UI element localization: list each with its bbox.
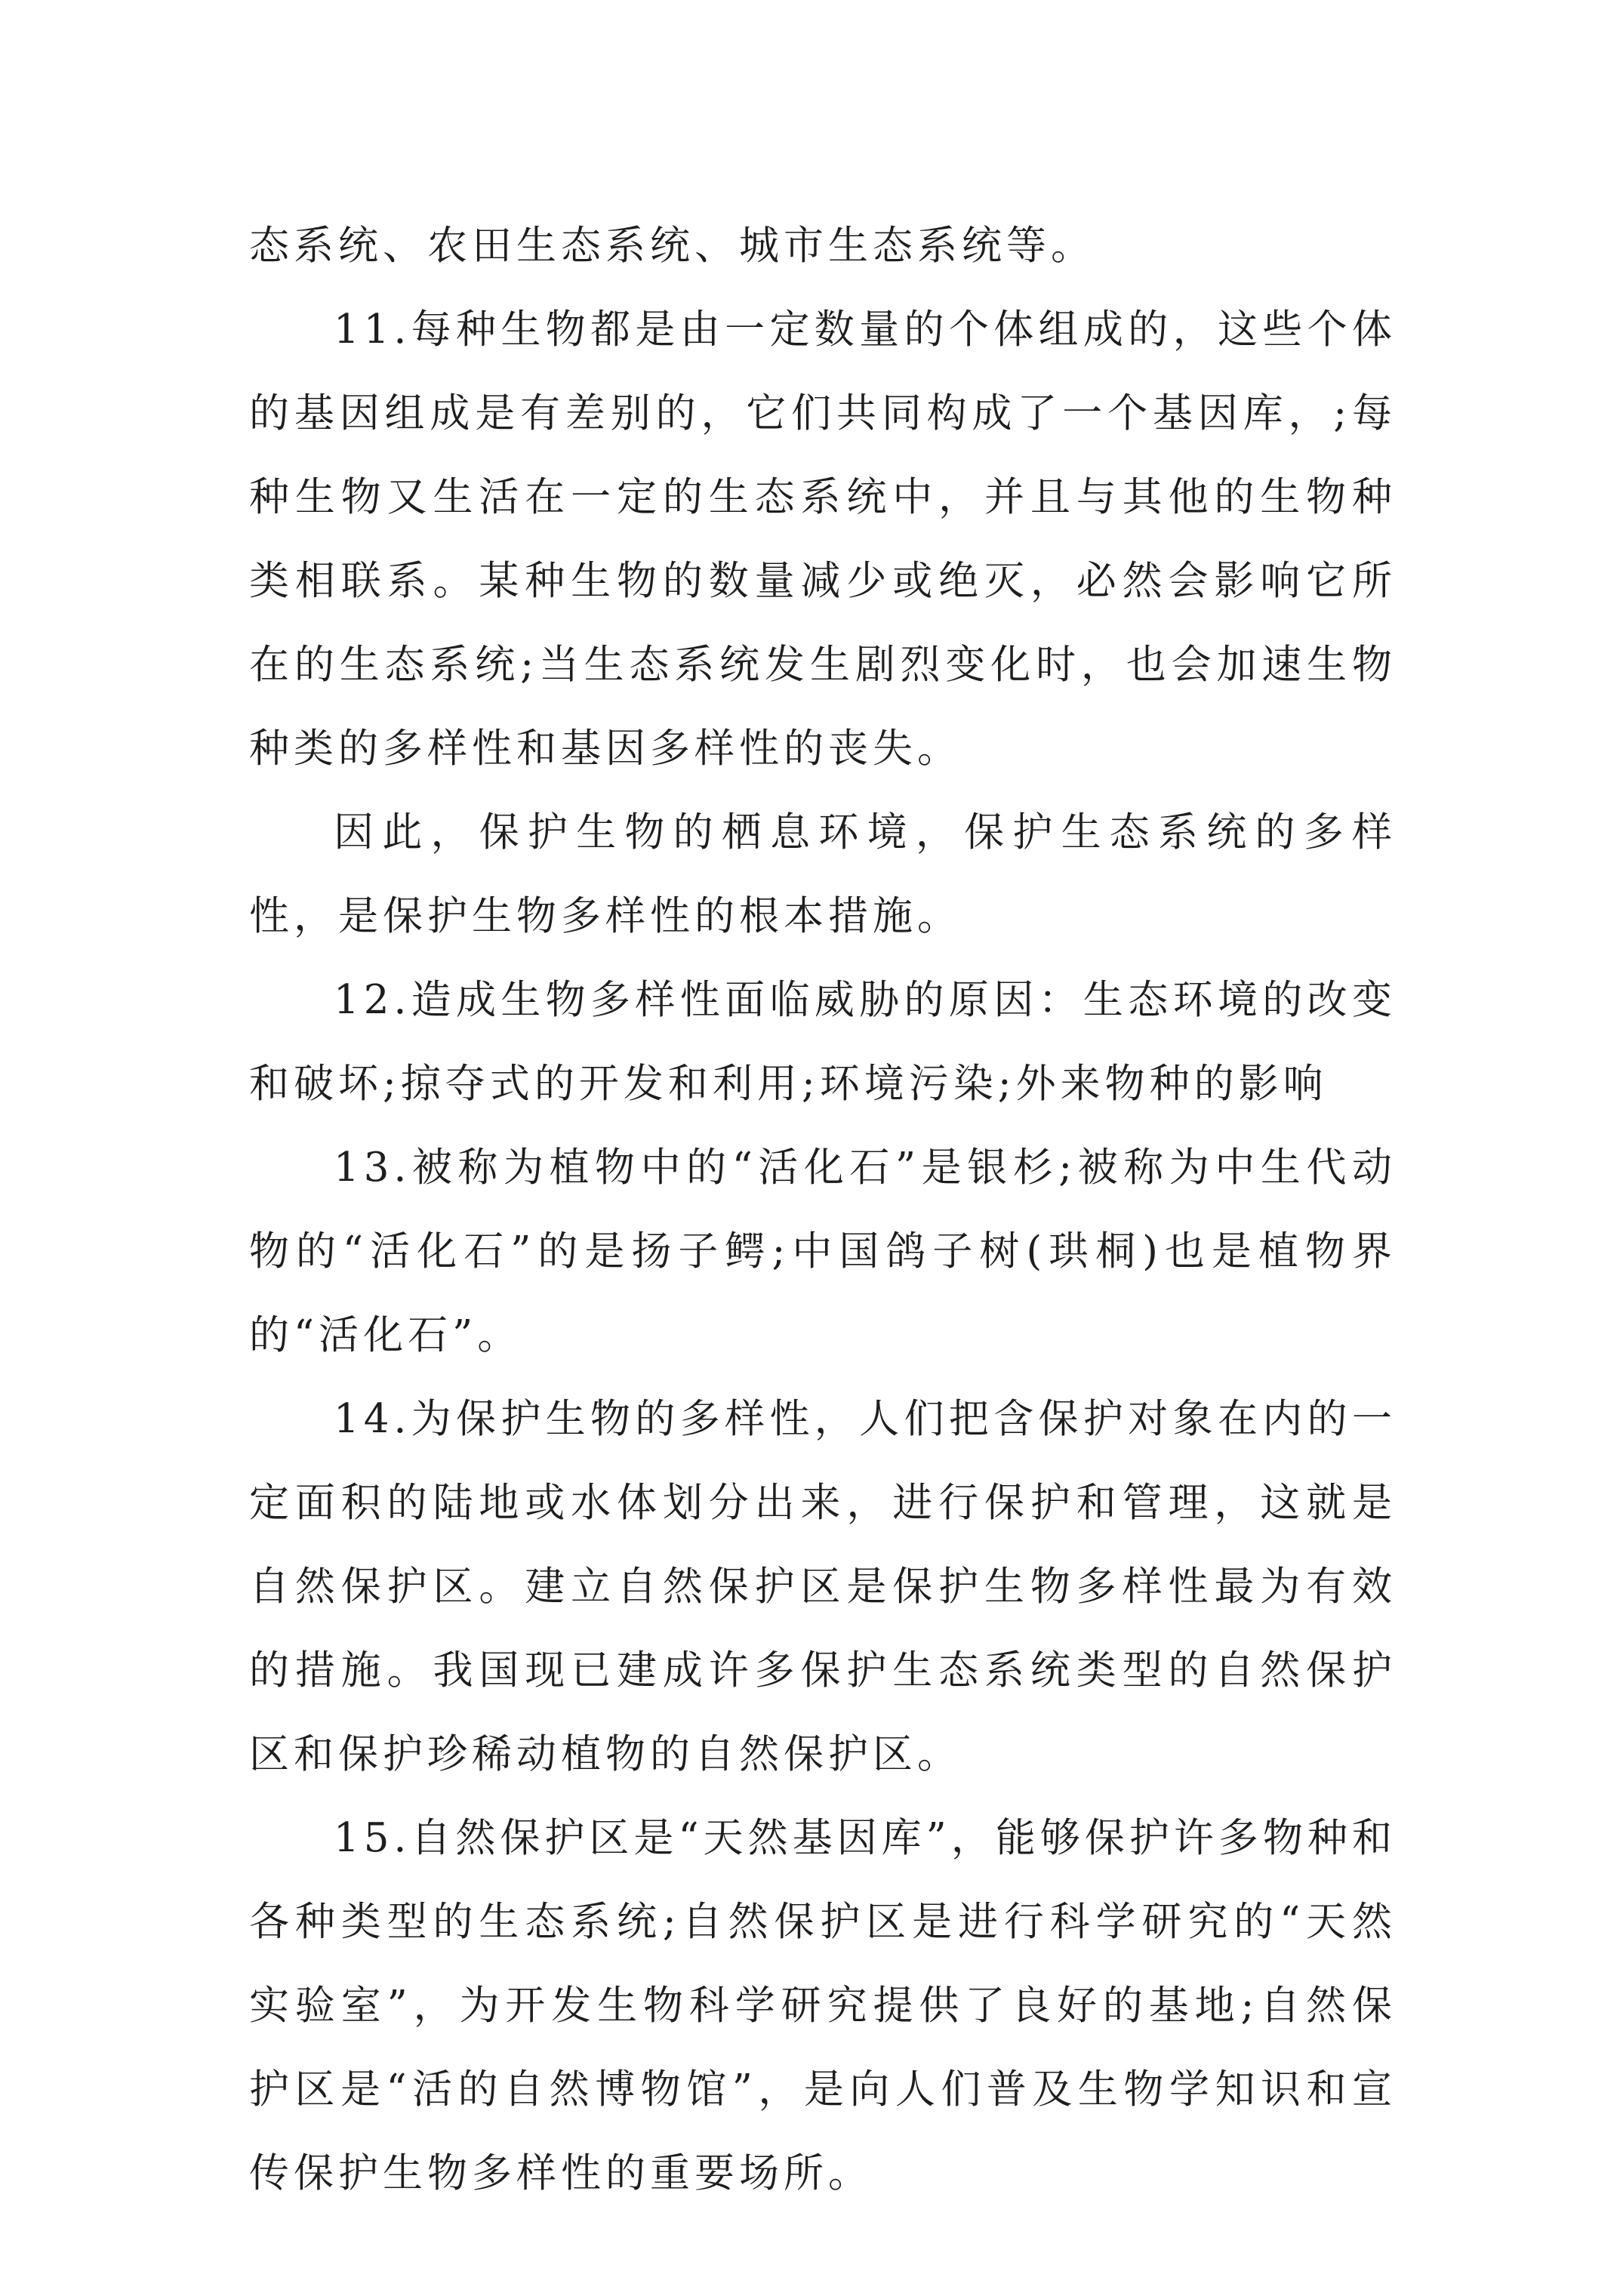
body-text: [249, 204, 1397, 2215]
paragraph-15-reserve-roles: 15.自然保护区是“天然基因库”，能够保护许多物种和各种类型的生态系统;自然保护区是进行科学研究的“天然实验室”，为开发生物科学研究提供了良好的基地;自然保护区是“活的自然博物馆”，是向人们普及生物学知识和宣传保护生物多样性的重要场所。: [249, 1815, 1397, 2196]
paragraph-13-living-fossils: 13.被称为植物中的“活化石”是银杉;被称为中生代动物的“活化石”的是扬子鳄;中国鸽子树(珙桐)也是植物界的“活化石”。: [249, 1145, 1397, 1358]
paragraph-habitat-protection: 因此，保护生物的栖息环境，保护生态系统的多样性，是保护生物多样性的根本措施。: [249, 809, 1397, 939]
paragraph-12-threats: 12.造成生物多样性面临威胁的原因：生态环境的改变和破坏;掠夺式的开发和利用;环境污染;外来物种的影响: [249, 977, 1397, 1107]
paragraph-14-nature-reserves: 14.为保护生物的多样性，人们把含保护对象在内的一定面积的陆地或水体划分出来，进行保护和管理，这就是自然保护区。建立自然保护区是保护生物多样性最为有效的措施。我国现已建成许多保护生态系统类型的自然保护区和保护珍稀动植物的自然保护区。: [249, 1396, 1397, 1777]
paragraph-11-gene-pool: 11.每种生物都是由一定数量的个体组成的，这些个体的基因组成是有差别的，它们共同构成了一个基因库，;每种生物又生活在一定的生态系统中，并且与其他的生物种类相联系。某种生物的数量减少或绝灭，必然会影响它所在的生态系统;当生态系统发生剧烈变化时，也会加速生物种类的多样性和基因多样性的丧失。: [249, 307, 1397, 772]
paragraph-ecosystem-types: 态系统、农田生态系统、城市生态系统等。: [249, 223, 1095, 269]
